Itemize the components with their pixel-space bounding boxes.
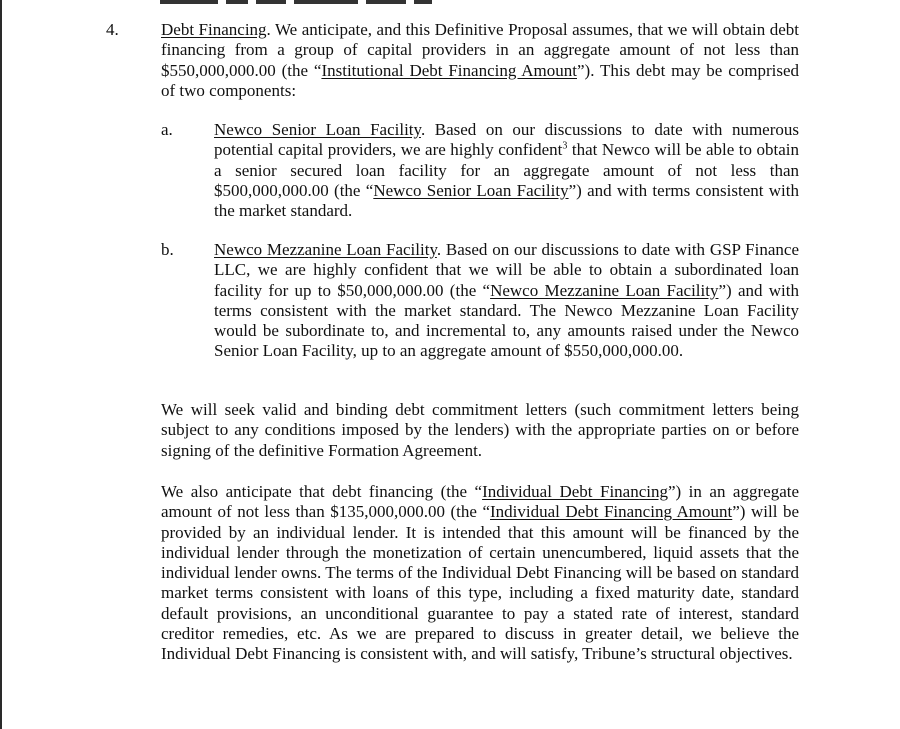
defined-term: Newco Mezzanine Loan Facility <box>490 280 719 300</box>
debt-financing-paragraph <box>161 20 799 101</box>
text-segment: . We anticipate, and this Definitive Proposal assumes, that we will obtain debt financing from a group of capital providers in an aggregate amount of not less than $550,000,000.00 (the “ <box>161 20 799 80</box>
senior-loan-paragraph <box>214 120 799 221</box>
item-number: 4. <box>106 20 119 39</box>
cut-off-text-line <box>160 0 480 6</box>
defined-term: Individual Debt Financing <box>482 482 668 501</box>
text-segment: ”) and with terms consistent with the market standard. The Newco Mezzanine Loan Facility would be subordinate to, and incremental to, any amounts raised under the Newco Senior Loan Facility, up to an aggregate amount of $550,000,000.00. <box>214 280 799 361</box>
text-segment: that Newco will be able to obtain a senior secured loan facility for an aggregate amount of not less than $500,000,000.00 (the “ <box>214 140 799 200</box>
sub-heading: Newco Senior Loan Facility <box>214 120 421 139</box>
text-segment: . Based on our discussions to date with numerous potential capital providers, we are highly confident <box>214 120 800 160</box>
defined-term: Institutional Debt Financing Amount <box>321 60 577 80</box>
text-segment: ”) will be provided by an individual lender. It is intended that this amount will be financed by the individual lender through the monetization of certain unencumbered, liquid assets that the individual lender owns. The terms of the Individual Debt Financing will be based on standard market terms consistent with loans of this type, including a fixed maturity date, standard default provisions, an unconditional guarantee to pay a stated rate of interest, standard creditor remedies, etc. As we are prepared to discuss in greater detail, we believe the Individual Debt Financing is consistent with, and will satisfy, Tribune’s structural objectives. <box>161 502 800 664</box>
page-edge <box>0 0 2 729</box>
sub-heading: Newco Mezzanine Loan Facility <box>214 240 437 259</box>
commitment-letters-paragraph: We will seek valid and binding debt commitment letters (such commitment letters being subject to any conditions imposed by the lenders) with the appropriate parties on or before signing of the definitive Formation Agreement. <box>161 400 799 460</box>
footnote-marker: 3 <box>562 140 568 152</box>
sub-item-letter-a: a. <box>161 120 173 139</box>
defined-term: Individual Debt Financing Amount <box>490 502 733 522</box>
text-segment: We also anticipate that debt financing (the “ <box>161 482 483 501</box>
text-segment: ”) in an aggregate amount of not less than $135,000,000.00 (the “ <box>161 482 800 522</box>
text-segment: ”). This debt may be comprised of two components: <box>161 60 800 100</box>
text-segment: ”) and with terms consistent with the market standard. <box>214 180 799 221</box>
mezzanine-loan-paragraph <box>214 240 799 362</box>
defined-term: Newco Senior Loan Facility <box>373 180 569 200</box>
individual-debt-paragraph <box>161 482 799 665</box>
text-segment: . Based on our discussions to date with GSP Finance LLC, we are highly confident that we will be able to obtain a subordinated loan facility for up to $50,000,000.00 (the “ <box>214 240 799 300</box>
section-heading: Debt Financing <box>161 20 267 39</box>
sub-item-letter-b: b. <box>161 240 174 259</box>
